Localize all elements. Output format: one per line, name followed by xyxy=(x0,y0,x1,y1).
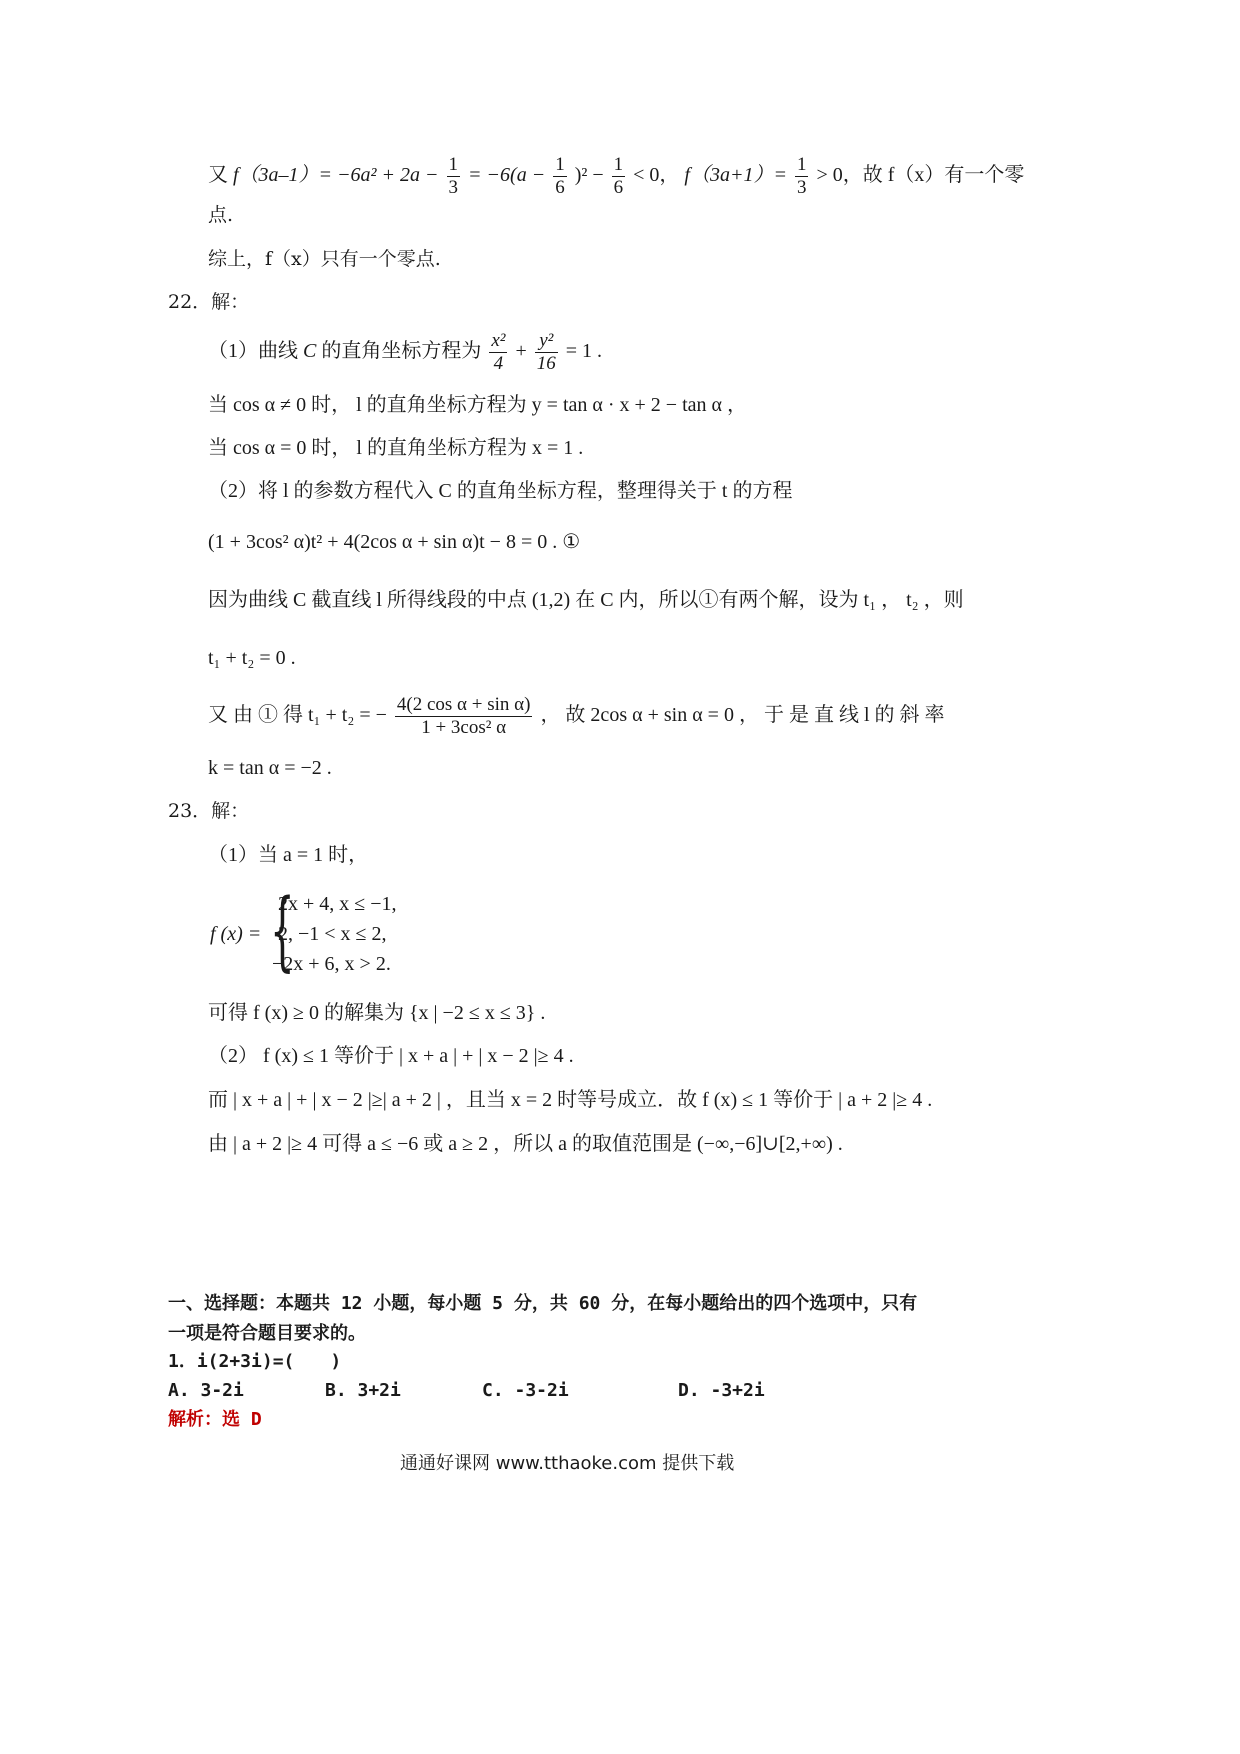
fraction xyxy=(535,330,558,375)
var: C xyxy=(303,339,317,362)
expr: f（3a–1）= xyxy=(233,163,333,186)
text: ， 故 2cos α + sin α = 0 ， 于 是 直 线 l 的 斜 率 xyxy=(540,703,945,726)
piecewise-case-2: 2, −1 < x ≤ 2, xyxy=(278,923,387,945)
expr: )² − xyxy=(574,163,604,186)
fraction xyxy=(447,154,461,199)
numerator: x² xyxy=(491,330,506,351)
q21-line-3: 综上，f（x）只有一个零点. xyxy=(208,248,441,270)
text: f（x）有一个零 xyxy=(887,163,1025,186)
q23-line-2: 可得 f (x) ≥ 0 的解集为 {x | −2 ≤ x ≤ 3} . xyxy=(208,1002,546,1024)
q23-line-5: 由 | a + 2 |≥ 4 可得 a ≤ −6 或 a ≥ 2 ，所以 a 的取值范围是 (−∞,−6]∪[2,+∞) . xyxy=(208,1133,843,1155)
question-1: 1．i(2+3i)=( ) xyxy=(168,1351,342,1372)
fraction xyxy=(612,154,626,199)
denominator: 1 + 3cos² α xyxy=(421,716,507,738)
fraction xyxy=(395,694,533,739)
numerator: 1 xyxy=(555,154,565,175)
expr: < 0， xyxy=(633,163,680,186)
expr: > 0，故 xyxy=(816,163,883,186)
op: + xyxy=(515,339,527,362)
q23-line-3: （2） f (x) ≤ 1 等价于 | x + a | + | x − 2 |≥ 4 . xyxy=(208,1045,574,1067)
brace: { xyxy=(270,881,295,981)
denominator: 3 xyxy=(448,176,459,198)
numerator: 1 xyxy=(448,154,459,175)
fraction xyxy=(795,154,809,199)
q22-line-3: 当 cos α = 0 时， l 的直角坐标方程为 x = 1 . xyxy=(208,437,584,459)
numerator: 1 xyxy=(613,154,624,175)
q22-line-7: t₁ + t₂ = 0 . xyxy=(208,647,296,669)
denominator: 3 xyxy=(796,176,807,198)
numerator: 1 xyxy=(796,154,807,175)
denominator: 16 xyxy=(536,352,556,374)
q21-line-1 xyxy=(208,154,1024,199)
piecewise-lhs: f (x) = xyxy=(210,923,262,945)
text: = 1 . xyxy=(565,339,603,362)
q22-line-2: 当 cos α ≠ 0 时， l 的直角坐标方程为 y = tan α · x + 2 − tan α ， xyxy=(208,394,747,416)
q22-line-5: (1 + 3cos² α)t² + 4(2cos α + sin α)t − 8 = 0 . ① xyxy=(208,531,581,553)
section-heading-line-1: 一、选择题：本题共 12 小题，每小题 5 分，共 60 分，在每小题给出的四个选项中，只有 xyxy=(168,1293,918,1314)
answer-explanation: 解析：选 D xyxy=(168,1409,262,1430)
text: 又 由 ① 得 t₁ + t₂ = − xyxy=(208,703,387,726)
fraction xyxy=(489,330,507,375)
q22-line-1 xyxy=(208,330,602,375)
q22-line-9: k = tan α = −2 . xyxy=(208,757,332,779)
fraction xyxy=(553,154,567,199)
text: 的直角坐标方程为 xyxy=(321,339,482,362)
q23-line-1: （1）当 a = 1 时， xyxy=(208,844,369,866)
text: （1）曲线 xyxy=(208,339,298,362)
section-heading-line-2: 一项是符合题目要求的。 xyxy=(168,1323,366,1344)
expr: = −6(a − xyxy=(468,163,546,186)
q22-line-6: 因为曲线 C 截直线 l 所得线段的中点 (1,2) 在 C 内，所以①有两个解，设为 t₁ ， t₂ ，则 xyxy=(208,589,964,611)
q22-line-8 xyxy=(208,694,945,739)
q21-line-2: 点. xyxy=(208,204,234,226)
q22-line-4: （2）将 l 的参数方程代入 C 的直角坐标方程，整理得关于 t 的方程 xyxy=(208,480,793,502)
q23-heading: 23．解： xyxy=(168,800,250,822)
piecewise-case-1: 2x + 4, x ≤ −1, xyxy=(278,893,397,915)
numerator: y² xyxy=(535,330,558,353)
numerator: 4(2 cos α + sin α) xyxy=(396,694,531,715)
option-d: D. -3+2i xyxy=(678,1380,765,1401)
footer-text: 通通好课网 www.tthaoke.com 提供下载 xyxy=(400,1453,735,1474)
denominator: 6 xyxy=(555,176,565,198)
option-b: B. 3+2i xyxy=(325,1380,401,1401)
expr: f（3a+1）= xyxy=(684,163,787,186)
option-c: C. -3-2i xyxy=(482,1380,569,1401)
piecewise-case-3: −2x + 6, x > 2. xyxy=(272,953,391,975)
expr: −6a² + 2a − xyxy=(337,163,439,186)
option-a: A. 3-2i xyxy=(168,1380,244,1401)
q22-heading: 22．解： xyxy=(168,291,250,313)
denominator: 4 xyxy=(493,352,504,374)
denominator: 6 xyxy=(613,176,624,198)
text: 又 xyxy=(208,163,228,186)
q23-line-4: 而 | x + a | + | x − 2 |≥| a + 2 | ，且当 x = 2 时等号成立．故 f (x) ≤ 1 等价于 | a + 2 |≥ 4 . xyxy=(208,1089,933,1111)
